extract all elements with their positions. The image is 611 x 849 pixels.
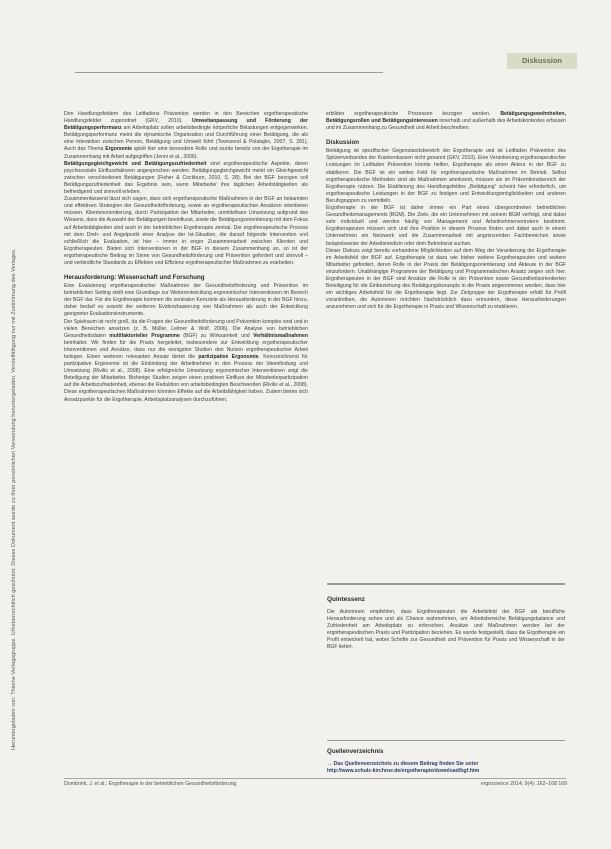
header-rule bbox=[75, 72, 383, 73]
text: . Kennzeichnend für partizipative Ergonomie ist die Einbindung der Arbeitnehmer in den Prozess der Ideenfindung und Umsetzung (Rivilis et al., 2008). Eine erfolgreiche Umsetzung ergonomischer Interventionen zeigt die Beteiligung der Mitarbeiter. Bisherige Studien zeigen einen positiven Einfluss der Mitarbeiterpartizipation auf die Arbeitszufriedenheit, ebenso die Reduktion von arbeitsbedingten Beschwerden (Rivilis et al., 2008). Diese ergotherapeutischen Maßnahmen könnten Effekte auf die Arbeitsfähigkeit haben. Zudem bieten sich Ansatzpunkte für die Ergotherapie, Arbeitsplatzanalysen durchzuführen. bbox=[64, 354, 308, 403]
references-note: → Das Quellenverzeichnis zu diesem Beitrag finden Sie unter bbox=[327, 761, 479, 767]
text: innerhalb und außerhalb des Arbeitskontextes erfassen und im Zusammenhang zu Gesundheit und Arbeit beschreiben. bbox=[326, 118, 566, 132]
quintessence-text: Die Autorinnen empfehlen, dass Ergotherapeuten die Arbeitsfeld der BGF als berufliche Herausforderung sehen und als Chance wahrnehmen, um Arbeitsbereiche Betätigungsbalance und Zufriedenheit am Arbeitsplatz zu erforschen. Ansätze und Maßnahmen werden bei der ergotherapeutischen Praxis und Partizipation beziehen. Es wurde festgestellt, dass die Ergotherapie ein Profil entwickelt hat, wobei Schritte zur Gesundheit und Prävention für Praxis und Wissenschaft in der BGF liefert. bbox=[327, 609, 565, 651]
text: sind ergotherapeutische Aspekte, deren psychosoziale Einflussfaktoren angesprochen werden. Betätigungsgleichgewicht meint ein Gleichgewicht zwischen verschiedenen Betätigungen (Fisher & Cockburn, 2010, S. 28). Bei der BGF bezogen soll Betätigungszufriedenheit das Ergebnis sein, wenn Mitarbeiter ihre täglichen Arbeitstätigkeiten als befriedigend und sinnvoll erleben. bbox=[64, 160, 308, 196]
bold-term: Ergonomie bbox=[105, 146, 133, 153]
references-box bbox=[327, 740, 565, 775]
bold-term: Verhältnismaßnahmen bbox=[253, 332, 308, 339]
download-note-text: Heruntergeladen von: Thieme Verlagsgruppe. Urheberrechtlich geschützt. Dieses Dokument wurde zu Ihrer persönlichen Verwendung heruntergeladen. Vervielfältigung nur mit Zustimmung des Verlages. bbox=[11, 248, 17, 750]
paragraph bbox=[326, 111, 566, 132]
text: beinhaltet. Wir finden für die Praxis hergeleitet, insbesondere zur Entwicklung ergotherapeutischer Interventionen und Ansätze, dass nur die wenigsten Studien den Nutzen ergotherapeutischer Arbeit belegen. Einen weiteren relevanten Ansatz bietet die bbox=[64, 339, 308, 360]
bold-term: multifaktorieller Programme bbox=[109, 332, 180, 339]
paragraph: Eine Evaluierung ergotherapeutischer Maßnahmen der Gesundheitsförderung und Prävention im betrieblichen Setting stellt eine Grundlage zur Weiterentwicklung ergonomischer Interventionen im Bereich der BGF dar. Für die Ergotherapie kommen die zentralen Kernziele als Herausforderung in der BGF hinzu, daher bedarf es sowohl der weiteren Evidenzbasierung von Maßnahmen als auch der Entwicklung geeigneter Evaluationsinstrumente. bbox=[64, 283, 308, 318]
text: erbilden ergotherapeutische Prozessen bezogen werden. bbox=[326, 111, 491, 117]
bold-term: partizipative Ergonomie bbox=[198, 354, 259, 360]
text: am Arbeitsplatz sollen arbeitsbedingte körperliche Belastungen entgegenwirken. Betätigungsperformanz meint die dynamische Organisation und Durchführung einer Betätigung, die als eine Interaktion zwischen Person, Betätigung und Umwelt führt (Townsend & Polatajko, 2007, S. 281). Auch das Thema bbox=[64, 125, 308, 153]
references-link[interactable]: http://www.schulz-kirchner.de/ergotherapie/download/bgf.htm bbox=[327, 768, 480, 775]
paragraph: Dieser Diskurs zeigt bereits vorhandene Möglichkeiten auf dem Weg der Verankerung der Ergotherapie im Arbeitsfeld der BGF auf. Ergotherapie ist dazu wie bisher weitere Ergotherapeuten und weitere Mitarbeiter gefordert, deren Rolle in der Praxis der Betätigungsorientierung und Akteure in der BGF einzufordern. Unabhängige Programme der Betätigung und Programmatischen Ansatz zeigen sich hier. Ergotherapeuten in der BGF sind Ansätze die Rolle in der Prävention sowie Gesundheitsorientierten Beteiligung für die Einbeziehung des Betätigungskonzepts in die Praxis angenommen werden, dass hier ein wichtiges Arbeitsfeld für die Ergotherapie liegt. Zur Zielgruppe der Ergotherapie erhält für Profil vorantreiben, die Autorinnen möchten Nachdrücklich dazu ermuntern, diese Herausforderungen anzunehmen und sich für die Ergotherapie in Praxis und Wissenschaft zu etablieren. bbox=[326, 247, 566, 311]
footer-citation: Dombrink, J. et al.: Ergotherapie in der betrieblichen Gesundheitsförderung bbox=[64, 781, 237, 787]
paragraph: Ergotherapie in der BGF ist daher immer ein Part eines übergeordneten betrieblichen Gesundheitsmanagements (BGM). Die Ziele, die ein Unternehmen mit seinem BGM verfolgt, sind dabei sehr individuell und werden häufig von Management und Arbeitnehmervertretern bestimmt. Ergotherapeuten müssen sich und ihre Position in diesem Prozess finden und dabei auch in einem Unternehmen ein Netzwerk und die Zusammenarbeit mit angrenzenden Fachbereichen sowie beispielsweise der Arbeitsmedizin oder dem Betriebsrat suchen. bbox=[326, 205, 566, 247]
bold-term: Betätigungsgleichgewicht und Betätigungszufriedenheit bbox=[64, 160, 207, 167]
text: (BGF) zu Wirksamkeit und bbox=[183, 332, 250, 339]
paragraph: Betätigung ist spezifischer Gegenstandsbereich der Ergotherapie und ist Leitfaden Prävention des Spitzenverbandes der Krankenkassen nicht genannt (GKV, 2010). Eine Verankerung ergotherapeutischer Leistungen im Leitfaden Prävention könnte helfen, Ergotherapie als einen Akteur in der BGF zu etablieren. Die BGF ist ein weites Feld für ergotherapeutische Maßnahmen im Betrieb. Selbst ergotherapeutische Methoden sind als Maßnahmen anerkannt, müssen sie im Präventionsbereich der Ergotherapie nützen. Die Etablierung des Handlungsfeldes „Betätigung“ scheint hier erforderlich, um ergotherapeutische Leistungen in der BGF zu festigen und Entwicklungsmöglichkeiten und anderen Berufsgruppen zu vermitteln. bbox=[326, 148, 566, 204]
left-column bbox=[64, 111, 308, 404]
paragraph bbox=[64, 161, 308, 196]
download-note bbox=[8, 90, 22, 750]
text: Der Spielraum ist recht groß, da die Fragen der Gesundheitsförderung und Prävention komplex sind und in vielen Bereichen ansetzen (z. B. Müller, Leitner & Wolf, 2006). Die Analyse von betrieblichen Gesundheitsdaten bbox=[64, 318, 308, 339]
paragraph bbox=[64, 111, 308, 161]
quintessence-title: Quintessenz bbox=[327, 596, 365, 603]
text: Den Handlungsfeldern des Leitfadens Prävention werden in den Bereichen ergotherapeutische Handlungsfelder zugeordnet (GKV, 2010). bbox=[64, 111, 308, 125]
paragraph bbox=[64, 319, 308, 404]
section-heading: Diskussion bbox=[326, 139, 360, 147]
section-heading: Herausforderung: Wissenschaft und Forschung bbox=[64, 274, 205, 282]
bold-term: Umweltanpassung und Förderung der Betätigungsperformanz bbox=[64, 118, 308, 132]
section-label: Diskussion bbox=[507, 53, 577, 69]
text: spielt hier eine besondere Rolle und wurde bereits von der Ergotherapie im Zusammenhang mit Arbeit aufgegriffen (Jenni et al., 2006). bbox=[64, 146, 308, 160]
quintessence-box bbox=[327, 583, 565, 703]
right-column bbox=[326, 111, 566, 311]
references-title: Quellenverzeichnis bbox=[327, 748, 384, 755]
bold-term: Betätigungsgewohnheiten, Betätigungsrollen und Betätigungsinteressen bbox=[326, 111, 566, 125]
footer-rule bbox=[64, 778, 566, 779]
paragraph: Zusammenfassend lässt sich sagen, dass sich ergotherapeutische Maßnahmen in der BGF an bekannten und effektiven Strategien der Gesundheitsförderung, sowie an ergotherapeutischen Ansätzen orientieren müssen. Klientenorientierung, durch Partizipation der Mitarbeiter, unmittelbare Umsetzung aufgrund des Wissens, dass die Auswahl der Betätigungen beeinflusst, sowie die Betätigungsorientierung mit dem Fokus auf Arbeitstätigkeiten sind auch in der betrieblichen Ergotherapie zentral. Der ergotherapeutische Prozess mit dem Dreh- und Angelpunkt einer Analyse der Ist-Situation, die darauf folgende Intervention und schließlich die Evaluation, ist hier – immer in enger Zusammenarbeit zwischen Klienten und Ergotherapeuten. Bieten sich Interventionen in der BGF in diesem Zusammenhang an, so ist der ergotherapeutische Beitrag im Sinne von Gesundheitsförderung und Prävention gefordert und sinnvoll – und verbindliche Standards zu Effekten und Effizienz ergotherapeutischer Maßnahmen zu erarbeiten. bbox=[64, 196, 308, 266]
footer-journal: ergoscience 2014; 9(4): 162–168 169 bbox=[480, 781, 567, 787]
